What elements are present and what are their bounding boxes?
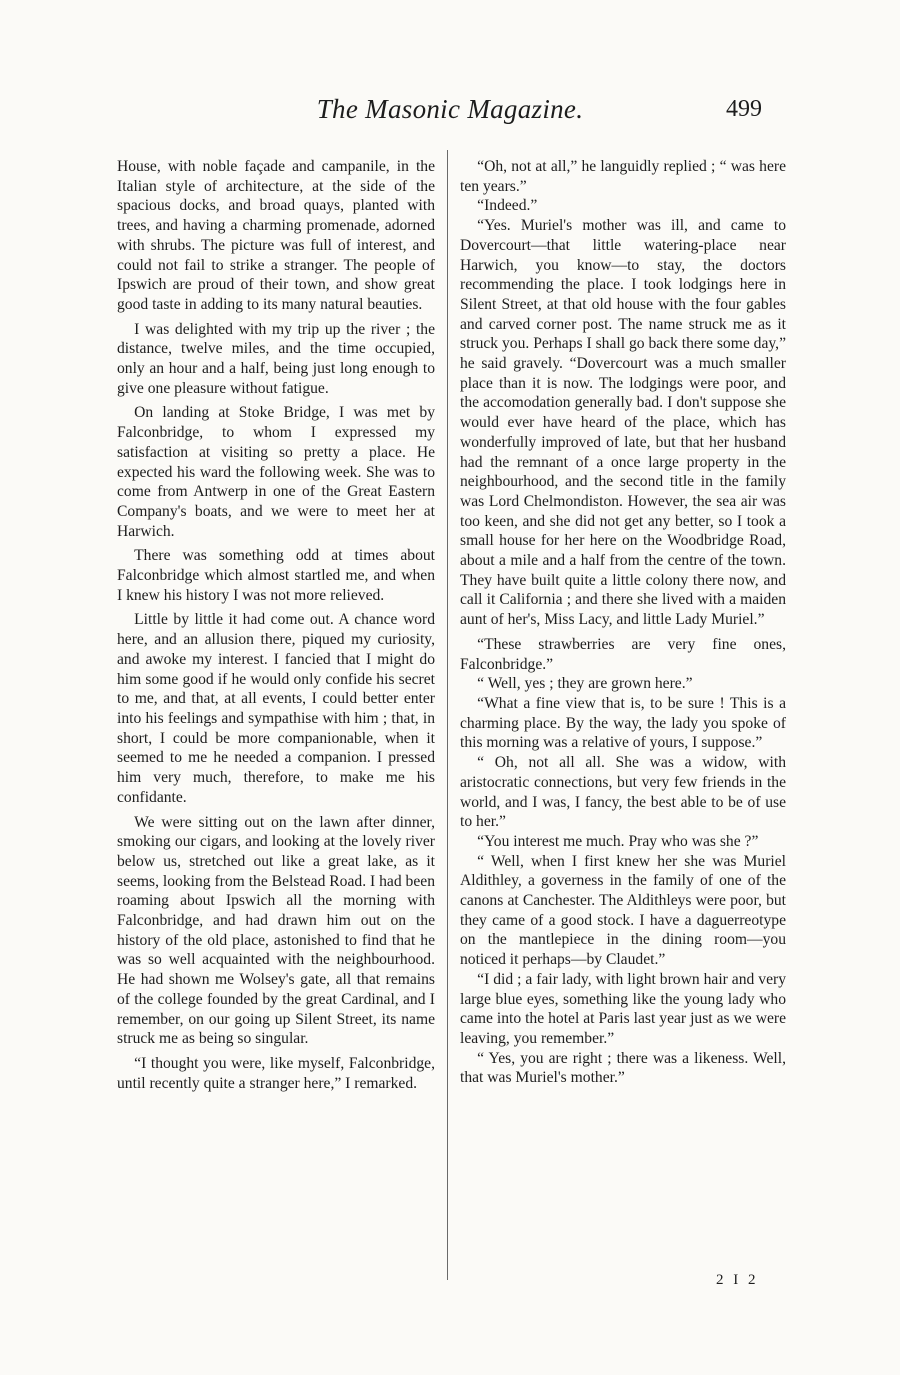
- right-column: [460, 157, 786, 1088]
- paragraph: “ Yes, you are right ; there was a likeness. Well, that was Muriel's mother.”: [460, 1049, 786, 1087]
- paragraph: On landing at Stoke Bridge, I was met by Falconbridge, to whom I expressed my satisfaction at visiting so pretty a place. He expected his ward the following week. She was to come from Antwerp in one of the Great Eastern Company's boats, and we were to meet her at Harwich.: [117, 404, 435, 540]
- paragraph: “I thought you were, like myself, Falconbridge, until recently quite a stranger here,” I remarked.: [117, 1054, 435, 1092]
- paragraph: “You interest me much. Pray who was she ?”: [477, 832, 759, 850]
- page-number: 499: [726, 96, 762, 122]
- paragraph: “Oh, not at all,” he languidly replied ; “ was here ten years.”: [460, 158, 786, 195]
- paragraph: “What a fine view that is, to be sure ! This is a charming place. By the way, the lady you spoke of this morning was a relative of yours, I suppose.”: [460, 694, 786, 752]
- paragraph: “ Oh, not all all. She was a widow, with aristocratic connections, but very few friends in the world, and I was, I fancy, the best able to be of use to her.”: [460, 754, 786, 831]
- paragraph: Little by little it had come out. A chance word here, and an allusion there, piqued my curiosity, and awoke my interest. I fancied that I might do him some good if he would only confide his secret to me, and that, at all events, I could better enter into his feelings and sympathise with him ; that, in short, I could be more companionable, when it seemed to me he needed a companion. I pressed him very much, therefore, to make me his confidante.: [117, 611, 435, 806]
- paragraph: “Indeed.”: [477, 197, 538, 215]
- paragraph: “I did ; a fair lady, with light brown hair and very large blue eyes, something like the young lady who came into the hotel at Paris last year just as we were leaving, you remember.”: [460, 970, 786, 1047]
- paragraph: I was delighted with my trip up the river ; the distance, twelve miles, and the time occupied, only an hour and a half, being just long enough to give one pleasure without fatigue.: [117, 320, 435, 397]
- paragraph: “ Well, yes ; they are grown here.”: [477, 675, 693, 693]
- paragraph: “These strawberries are very fine ones, Falconbridge.”: [460, 635, 786, 673]
- paragraph: House, with noble façade and campanile, in the Italian style of architecture, at the side of the spacious docks, and broad quays, planted with trees, and having a charming promenade, adorned with shrubs. The picture was full of interest, and could not fail to strike a stranger. The people of Ipswich are proud of their town, and show great good taste in adding to its many natural beauties.: [117, 158, 435, 313]
- signature-mark: 2 I 2: [716, 1272, 759, 1288]
- paragraph: There was something odd at times about Falconbridge which almost startled me, and when I knew his history I was not more relieved.: [117, 547, 435, 604]
- left-column: [117, 157, 435, 1098]
- paragraph: “ Well, when I first knew her she was Muriel Aldithley, a governess in the family of one of the canons at Canchester. The Aldithleys were poor, but they came of a good stock. I have a daguerreotype on the mantlepiece in the dining room—you noticed it perhaps—by Claudet.”: [460, 852, 786, 969]
- running-title: The Masonic Magazine.: [316, 94, 584, 124]
- column-divider: [447, 150, 448, 1280]
- paragraph: “Yes. Muriel's mother was ill, and came to Dovercourt—that little watering-place near Harwich, you know—to stay, the doctors recommending the place. I took lodgings here in Silent Street, at that old house with the four gables and carved corner post. The name struck me as it struck you. Perhaps I shall go back there some day,” he said gravely. “Dovercourt was a much smaller place than it is now. The lodgings were poor, and the accomodation generally bad. I don't suppose she would ever have heard of the place, which has wonderfully improved of late, but that her husband had the remnant of a once large property in the neighbourhood, and the second title in the family was Lord Chelmondiston. However, the sea air was too keen, and she did not get any better, so I took a small house for her here on the Woodbridge Road, about a mile and a half from the centre of the town. They have built quite a little colony there now, and call it California ; and there she lived with a maiden aunt of her's, Miss Lacy, and little Lady Muriel.”: [460, 217, 786, 629]
- paragraph: We were sitting out on the lawn after dinner, smoking our cigars, and looking at the lovely river below us, stretched out like a great lake, as it seems, looking from the Belstead Road. I had been roaming about Ipswich all the morning with Falconbridge, and had drawn him out on the history of the old place, astonished to find that he was so well acquainted with the neighbourhood. He had shown me Wolsey's gate, all that remains of the college founded by the great Cardinal, and I remember, on our going up Silent Street, its name struck me as being so singular.: [117, 813, 435, 1048]
